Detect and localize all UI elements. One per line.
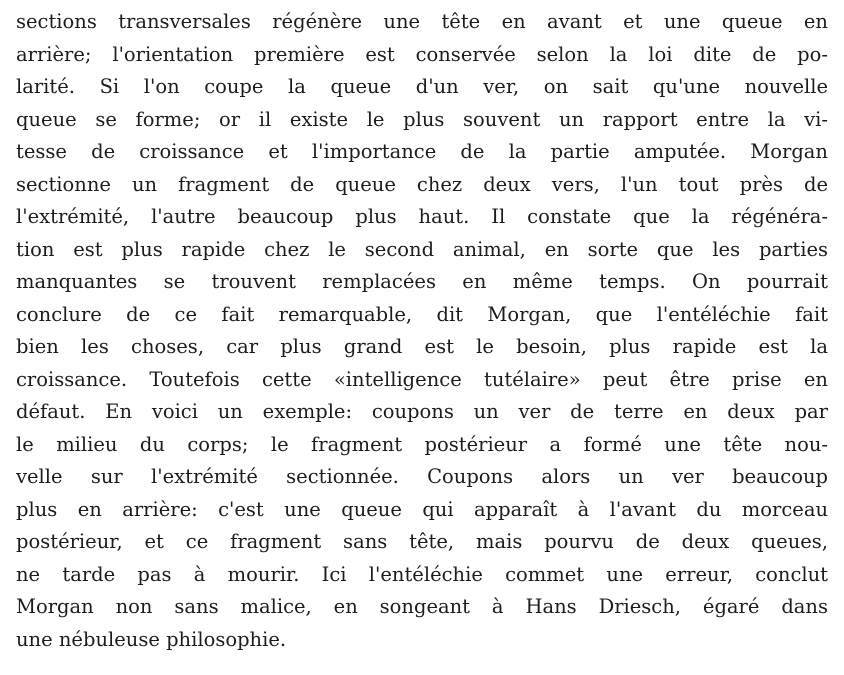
text-line: tesse de croissance et l'importance de la partie amputée. Morgan <box>16 140 828 163</box>
text-line: ne tarde pas à mourir. Ici l'entéléchie commet une erreur, conclut <box>16 562 828 586</box>
text-line: postérieur, et ce fragment sans tête, mais pourvu de deux queues, <box>16 530 828 553</box>
text-line: le milieu du corps; le fragment postérieur a formé une tête nou- <box>16 432 828 456</box>
text-line: manquantes se trouvent remplacées en même temps. On pourrait <box>16 270 828 293</box>
text-line: une nébuleuse philosophie. <box>16 627 287 651</box>
text-line: arrière; l'orientation première est conservée selon la loi dite de po- <box>16 42 828 66</box>
text-line: croissance. Toutefois cette «intelligence tutélaire» peut être prise en <box>16 367 828 391</box>
page-text <box>16 6 828 656</box>
text-line: queue se forme; or il existe le plus souvent un rapport entre la vi- <box>16 107 828 131</box>
text-line: conclure de ce fait remarquable, dit Morgan, que l'entéléchie fait <box>16 302 828 326</box>
text-line: larité. Si l'on coupe la queue d'un ver, on sait qu'une nouvelle <box>16 75 828 98</box>
text-line: tion est plus rapide chez le second animal, en sorte que les parties <box>16 237 828 261</box>
text-line: plus en arrière: c'est une queue qui apparaît à l'avant du morceau <box>16 497 828 521</box>
text-line: sectionne un fragment de queue chez deux vers, l'un tout près de <box>16 172 828 196</box>
text-line: défaut. En voici un exemple: coupons un ver de terre en deux par <box>16 400 828 423</box>
text-line: sections transversales régénère une tête en avant et une queue en <box>16 10 828 33</box>
text-line: velle sur l'extrémité sectionnée. Coupons alors un ver beaucoup <box>16 465 828 488</box>
text-line: bien les choses, car plus grand est le besoin, plus rapide est la <box>16 335 828 358</box>
text-line: Morgan non sans malice, en songeant à Hans Driesch, égaré dans <box>16 595 828 618</box>
text-line: l'extrémité, l'autre beaucoup plus haut. Il constate que la régénéra- <box>16 205 828 228</box>
